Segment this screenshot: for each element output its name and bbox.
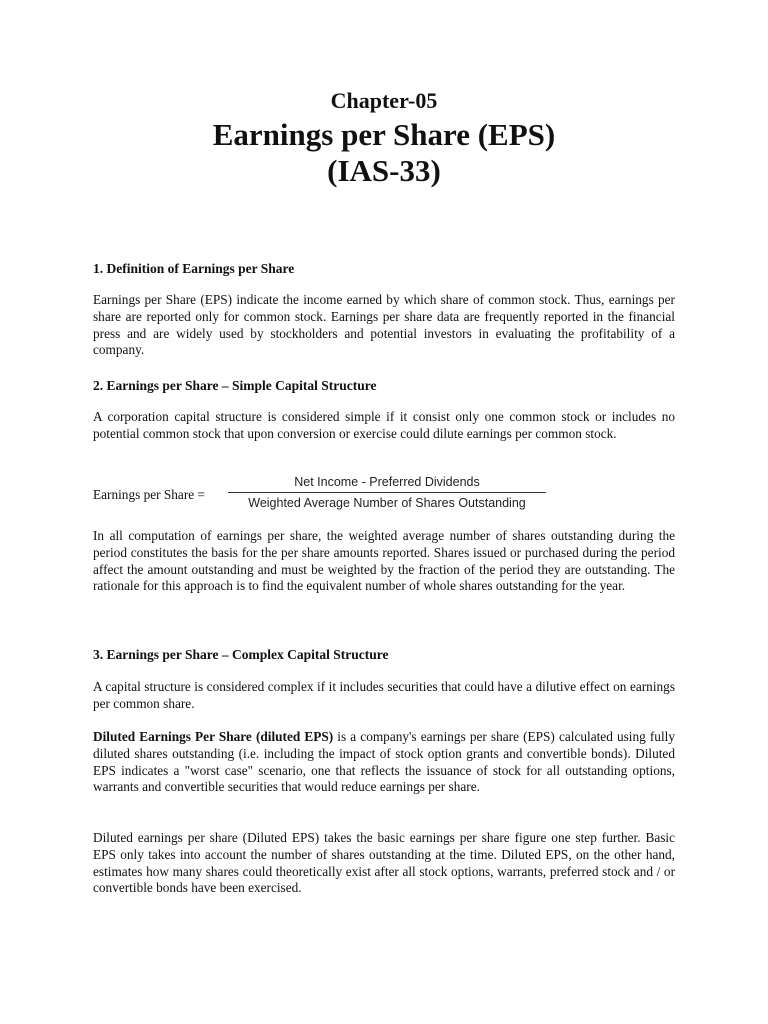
- formula-numerator: Net Income - Preferred Dividends: [294, 475, 480, 489]
- title-line-1: Earnings per Share (EPS): [212, 117, 556, 152]
- section-2-paragraph-2: In all computation of earnings per share, the weighted average number of shares outstanding during the period constitutes the basis for the per share amounts reported. Shares issued or purchased during the period affect the amount outstanding and must be weighted by the fraction of the period they are outstanding. The rationale for this approach is to find the equivalent number of whole shares outstanding for the year.: [93, 528, 675, 594]
- formula-label: Earnings per Share =: [93, 487, 205, 502]
- section-3-paragraph: A capital structure is considered complex if it includes securities that could have a dilutive effect on earnings per common share.: [93, 679, 675, 711]
- eps-formula-fraction: [228, 474, 546, 512]
- fraction-bar: [228, 492, 546, 493]
- page-title: [0, 117, 768, 189]
- section-3-heading: 3. Earnings per Share – Complex Capital Structure: [93, 647, 389, 662]
- diluted-eps-paragraph: [93, 729, 675, 796]
- section-3-paragraph-3: Diluted earnings per share (Diluted EPS) takes the basic earnings per share figure one step further. Basic EPS only takes into account the number of shares outstanding at the time. Diluted EPS, on the other hand, estimates how many shares could theoretically exist after all stock options, warrants, preferred stock and / or convertible bonds have been exercised.: [93, 830, 675, 896]
- diluted-eps-term: Diluted Earnings Per Share (diluted EPS): [93, 729, 334, 744]
- title-line-2: (IAS-33): [327, 153, 441, 188]
- section-1-paragraph: Earnings per Share (EPS) indicate the income earned by which share of common stock. Thus, earnings per share are reported only for common stock. Earnings per share data are frequently reported in the financial press and are widely used by stockholders and potential investors in evaluating the profitability of a company.: [93, 292, 675, 358]
- diluted-eps-body: is a company's earnings per share (EPS) calculated using fully diluted shares outstanding (i.e. including the impact of stock option grants and convertible bonds). Diluted EPS indicates a "worst case" scenario, one that reflects the issuance of stock for all outstanding options, warrants and convertible securities that would reduce earnings per share.: [93, 729, 675, 795]
- section-1-heading: 1. Definition of Earnings per Share: [93, 261, 295, 276]
- section-2-paragraph: A corporation capital structure is considered simple if it consist only one common stock or includes no potential common stock that upon conversion or exercise could dilute earnings per common stock.: [93, 409, 675, 441]
- chapter-label: Chapter-05: [330, 88, 438, 113]
- formula-denominator: Weighted Average Number of Shares Outstanding: [248, 496, 526, 510]
- section-2-heading: 2. Earnings per Share – Simple Capital Structure: [93, 378, 377, 393]
